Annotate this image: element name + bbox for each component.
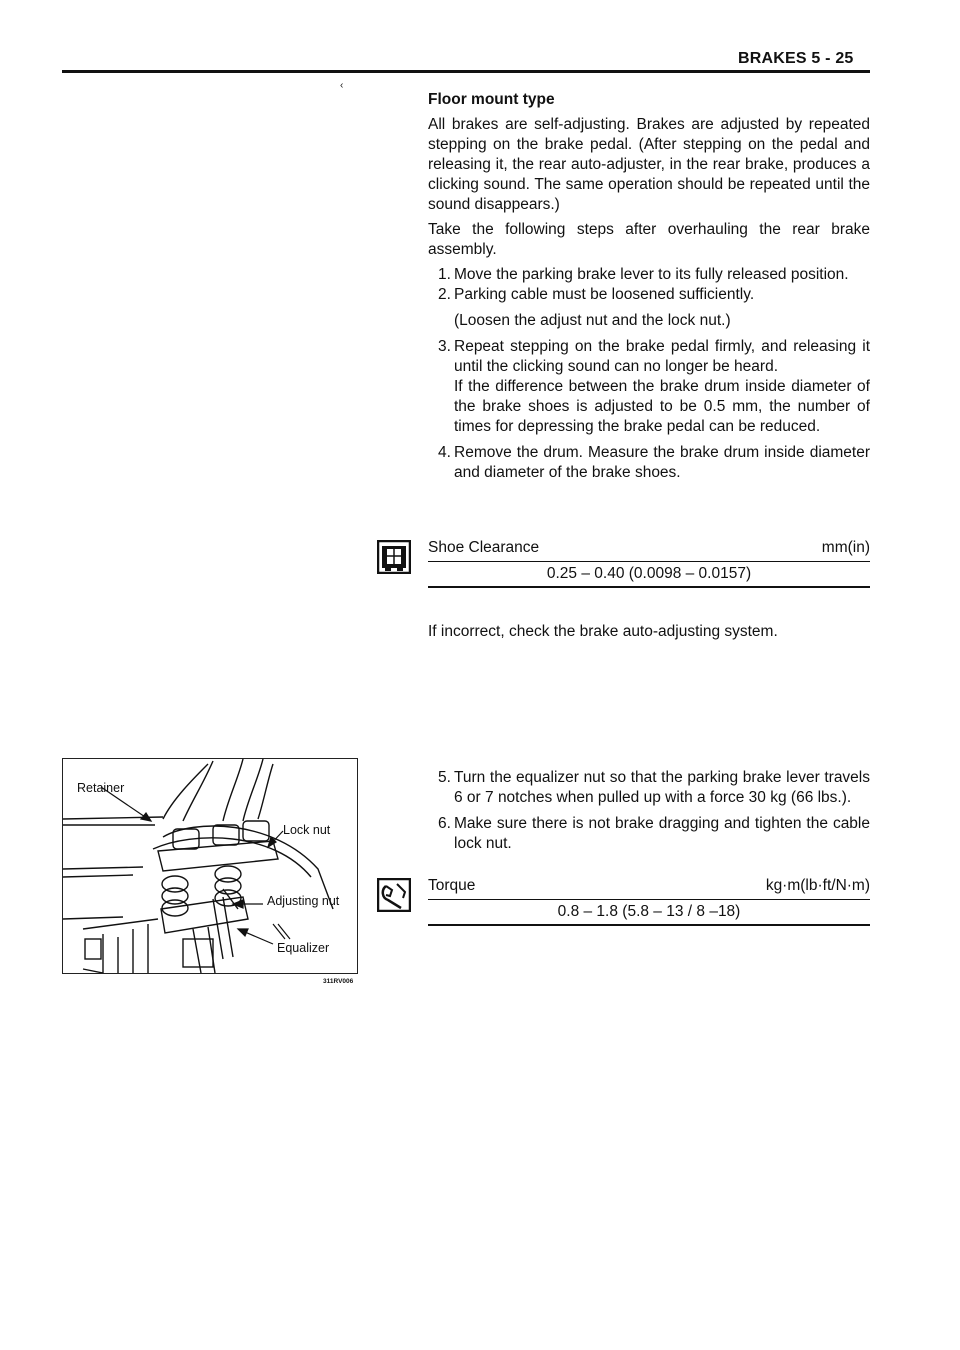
step-subnote: If the difference between the brake drum inside diameter of the brake shoes is adjusted to be 0.5 mm, the number of times for depressing the brake pedal can be reduced. xyxy=(454,378,870,435)
steps-intro-paragraph: Take the following steps after overhauling the rear brake assembly. xyxy=(428,221,870,258)
intro-paragraph: All brakes are self-adjusting. Brakes are adjusted by repeated stepping on the brake pedal. (After stepping on the pedal and releasing it, the rear auto-adjuster, in the rear brake, produces a clicking sound. The same operation should be repeated until the sound disappears.) xyxy=(428,116,870,213)
step-number: 3. xyxy=(438,338,451,355)
step-number: 6. xyxy=(438,815,451,832)
step-text: Turn the equalizer nut so that the parking brake lever travels 6 or 7 notches when pulled up with a force 30 kg (66 lbs.). xyxy=(454,769,870,806)
spec-rule xyxy=(428,586,870,588)
label-adjusting-nut: Adjusting nut xyxy=(267,894,340,908)
equalizer-illustration xyxy=(62,758,358,974)
step-subnote: (Loosen the adjust nut and the lock nut.) xyxy=(454,312,731,329)
steps-list-2 xyxy=(428,768,870,854)
list-item xyxy=(428,337,870,437)
spec-rule xyxy=(428,561,870,562)
figure-code: 311RV006 xyxy=(323,978,354,985)
section-title: Floor mount type xyxy=(428,91,555,108)
step-number: 2. xyxy=(438,286,451,303)
list-item xyxy=(428,285,870,331)
spec-value: 0.8 – 1.8 (5.8 – 13 / 8 –18) xyxy=(557,903,741,920)
step-text: Make sure there is not brake dragging and tighten the cable lock nut. xyxy=(454,815,870,852)
step-number: 5. xyxy=(438,769,451,786)
spec-unit: kg·m(lb·ft/N·m) xyxy=(765,877,870,894)
measuring-gauge-icon xyxy=(377,540,411,574)
torque-wrench-icon xyxy=(377,878,411,912)
step-number: 4. xyxy=(438,444,451,461)
label-equalizer: Equalizer xyxy=(277,941,330,955)
steps-list xyxy=(428,265,870,483)
step-text: Parking cable must be loosened sufficiently. xyxy=(454,286,755,303)
step-text: Remove the drum. Measure the brake drum inside diameter and diameter of the brake shoes. xyxy=(454,444,870,481)
step-text: Repeat stepping on the brake pedal firmly, and releasing it until the clicking sound can no longer be heard. xyxy=(454,338,870,375)
torque-spec xyxy=(428,876,870,926)
header-rule xyxy=(62,70,870,73)
list-item xyxy=(428,443,870,483)
list-item xyxy=(428,814,870,854)
step-text: Move the parking brake lever to its fully released position. xyxy=(454,266,849,283)
spec-rule xyxy=(428,924,870,926)
shoe-clearance-spec xyxy=(428,538,870,588)
adjust-steps-column xyxy=(428,768,870,854)
spec-label: Shoe Clearance xyxy=(428,539,540,556)
label-lock-nut: Lock nut xyxy=(283,823,331,837)
spec-rule xyxy=(428,899,870,900)
note-block xyxy=(428,622,870,642)
label-retainer: Retainer xyxy=(77,781,125,795)
main-text-column xyxy=(428,90,870,483)
note-incorrect: If incorrect, check the brake auto-adjusting system. xyxy=(428,623,778,640)
step-number: 1. xyxy=(438,266,451,283)
list-item xyxy=(428,265,870,285)
spec-label: Torque xyxy=(428,877,476,894)
page-header-title: BRAKES 5 - 25 xyxy=(738,50,854,67)
spec-value: 0.25 – 0.40 (0.0098 – 0.0157) xyxy=(546,565,752,582)
list-item xyxy=(428,768,870,808)
stray-mark: ‹ xyxy=(340,80,344,91)
spec-unit: mm(in) xyxy=(821,539,870,556)
